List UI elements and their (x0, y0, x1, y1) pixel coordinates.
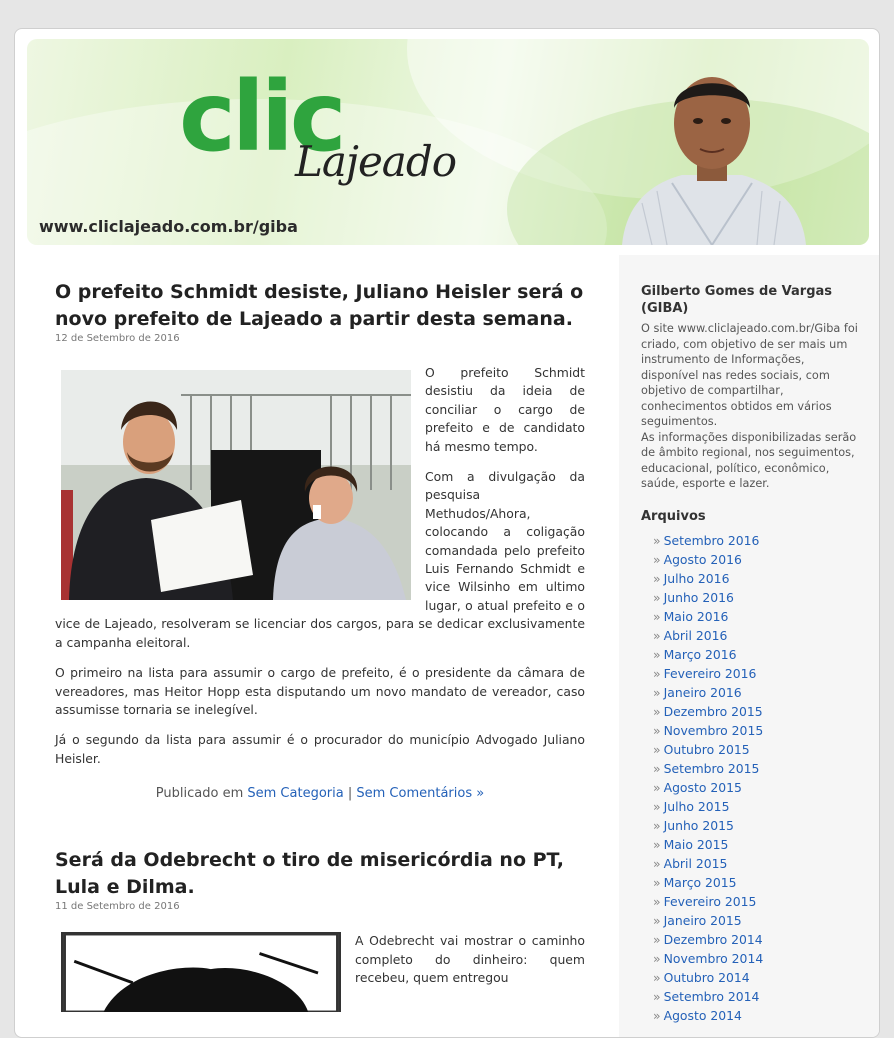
archive-link[interactable]: Janeiro 2016 (663, 684, 742, 700)
archive-bullet: » (653, 646, 661, 662)
archive-item (653, 702, 863, 721)
archive-bullet: » (653, 855, 661, 871)
archive-item (653, 854, 863, 873)
archive-link[interactable]: Abril 2015 (663, 855, 728, 871)
archive-bullet: » (653, 798, 661, 814)
archive-link[interactable]: Março 2015 (663, 874, 737, 890)
archive-bullet: » (653, 817, 661, 833)
archive-bullet: » (653, 779, 661, 795)
archive-link[interactable]: Outubro 2014 (663, 969, 750, 985)
archive-bullet: » (653, 589, 661, 605)
post-paragraph: O prefeito Schmidt desistiu da ideia de conciliar o cargo de prefeito e de candidato há mesmo tempo. (425, 365, 585, 454)
archive-link[interactable]: Agosto 2015 (663, 779, 742, 795)
archive-item (653, 797, 863, 816)
page-container (14, 28, 880, 1038)
archive-link[interactable]: Março 2016 (663, 646, 737, 662)
archive-bullet: » (653, 760, 661, 776)
archive-link[interactable]: Abril 2016 (663, 627, 728, 643)
archive-item (653, 664, 863, 683)
archive-item (653, 531, 863, 550)
archive-item (653, 892, 863, 911)
archive-bullet: » (653, 1007, 661, 1023)
archive-link[interactable]: Dezembro 2015 (663, 703, 763, 719)
logo-lajeado-text: Lajeado (295, 137, 457, 186)
archive-link[interactable]: Outubro 2015 (663, 741, 750, 757)
archive-link[interactable]: Fevereiro 2016 (663, 665, 757, 681)
archive-link[interactable]: Maio 2015 (663, 836, 729, 852)
archive-bullet: » (653, 874, 661, 890)
site-header (27, 39, 869, 245)
archive-link[interactable]: Novembro 2014 (663, 950, 764, 966)
site-url: www.cliclajeado.com.br/giba (39, 217, 298, 236)
archive-link[interactable]: Fevereiro 2015 (663, 893, 757, 909)
archive-link[interactable]: Julho 2015 (663, 798, 730, 814)
archive-item (653, 588, 863, 607)
archive-bullet: » (653, 893, 661, 909)
archive-link[interactable]: Maio 2016 (663, 608, 729, 624)
archive-item (653, 759, 863, 778)
post-date: 12 de Setembro de 2016 (55, 333, 180, 344)
archive-link[interactable]: Dezembro 2014 (663, 931, 763, 947)
archive-bullet: » (653, 722, 661, 738)
about-title: Gilberto Gomes de Vargas (GIBA) (641, 284, 833, 316)
archive-item (653, 778, 863, 797)
archive-bullet: » (653, 608, 661, 624)
about-paragraph: As informações disponibilizadas serão de âmbito regional, nos seguimentos, educacional, político, econômico, saúde, esporte e lazer. (641, 430, 857, 490)
sidebar (619, 255, 880, 1038)
archive-link[interactable]: Janeiro 2015 (663, 912, 742, 928)
archive-link[interactable]: Julho 2016 (663, 570, 730, 586)
archive-link[interactable]: Setembro 2016 (663, 532, 760, 548)
archive-link[interactable]: Junho 2016 (663, 589, 734, 605)
archives-list (641, 531, 863, 1025)
archive-item (653, 987, 863, 1006)
post-paragraph: Já o segundo da lista para assumir é o procurador do município Advogado Juliano Heisler. (55, 732, 585, 766)
archive-bullet: » (653, 950, 661, 966)
archive-bullet: » (653, 988, 661, 1004)
post-article (55, 847, 585, 987)
comments-link[interactable]: Sem Comentários » (356, 786, 485, 802)
archive-link[interactable]: Agosto 2016 (663, 551, 742, 567)
archive-bullet: » (653, 570, 661, 586)
archive-bullet: » (653, 969, 661, 985)
about-paragraph: O site www.cliclajeado.com.br/Giba foi criado, com objetivo de ser mais um instrumento de Informações, disponível nas redes sociais, com objetivo de compartilhar, conhecimentos obtidos em vários seguimentos. (641, 322, 858, 428)
post-paragraph: O primeiro na lista para assumir o cargo de prefeito, é o presidente da câmara de vereadores, mas Heitor Hopp esta disputando um novo mandato de vereador, caso assumisse tornaria se inelegível. (55, 665, 585, 717)
archive-bullet: » (653, 836, 661, 852)
archive-item (653, 968, 863, 987)
about-text (641, 321, 863, 492)
archive-item (653, 949, 863, 968)
post-photo (61, 932, 341, 1012)
published-in-label: Publicado em (155, 786, 244, 802)
post-date: 11 de Setembro de 2016 (55, 901, 180, 913)
archive-bullet: » (653, 627, 661, 643)
archive-bullet: » (653, 931, 661, 947)
post-title-link[interactable]: Será da Odebrecht o tiro de misericórdia no PT, Lula e Dilma. (55, 849, 565, 899)
archive-bullet: » (653, 912, 661, 928)
archive-link[interactable]: Setembro 2014 (663, 988, 760, 1004)
archive-item (653, 645, 863, 664)
archive-bullet: » (653, 741, 661, 757)
archive-bullet: » (653, 703, 661, 719)
archive-item (653, 569, 863, 588)
archive-item (653, 816, 863, 835)
archive-item (653, 550, 863, 569)
post-meta (55, 786, 585, 801)
main-content (55, 279, 585, 1012)
post-body (55, 364, 585, 768)
archive-item (653, 740, 863, 759)
archive-item (653, 835, 863, 854)
archive-bullet: » (653, 551, 661, 567)
post-paragraph: A Odebrecht vai mostrar o caminho completo do dinheiro: quem recebeu, quem entregou (355, 933, 585, 985)
post-title-link[interactable]: O prefeito Schmidt desiste, Juliano Heisler será o novo prefeito de Lajeado a partir desta semana. (55, 281, 584, 330)
archive-bullet: » (653, 665, 661, 681)
archive-item (653, 930, 863, 949)
archive-item (653, 721, 863, 740)
archive-bullet: » (653, 532, 661, 548)
post-paragraph: Com a divulgação da pesquisa Methudos/Ahora, colocando a coligação comandada pelo prefeito Luis Fernando Schmidt e vice Wilsinho em ultimo lugar, o atual prefeito e o vice de Lajeado, resolveram se licenciar dos cargos, para se dedicar exclusivamente a campanha eleitoral. (55, 469, 585, 650)
archive-link[interactable]: Agosto 2014 (663, 1007, 742, 1023)
archive-item (653, 683, 863, 702)
category-link[interactable]: Sem Categoria (247, 786, 344, 802)
archive-link[interactable]: Setembro 2015 (663, 760, 760, 776)
post-body (55, 932, 585, 987)
archives-title: Arquivos (641, 508, 706, 524)
post-article (55, 279, 585, 801)
archive-link[interactable]: Junho 2015 (663, 817, 734, 833)
archive-item (653, 911, 863, 930)
archive-link[interactable]: Novembro 2015 (663, 722, 764, 738)
archive-item (653, 626, 863, 645)
meta-separator: | (347, 786, 353, 802)
logo-clic-text: clic (179, 61, 343, 173)
post-photo (61, 370, 411, 600)
archive-item (653, 607, 863, 626)
archive-bullet: » (653, 684, 661, 700)
archive-item (653, 873, 863, 892)
author-portrait (612, 53, 812, 245)
archive-item (653, 1006, 863, 1025)
